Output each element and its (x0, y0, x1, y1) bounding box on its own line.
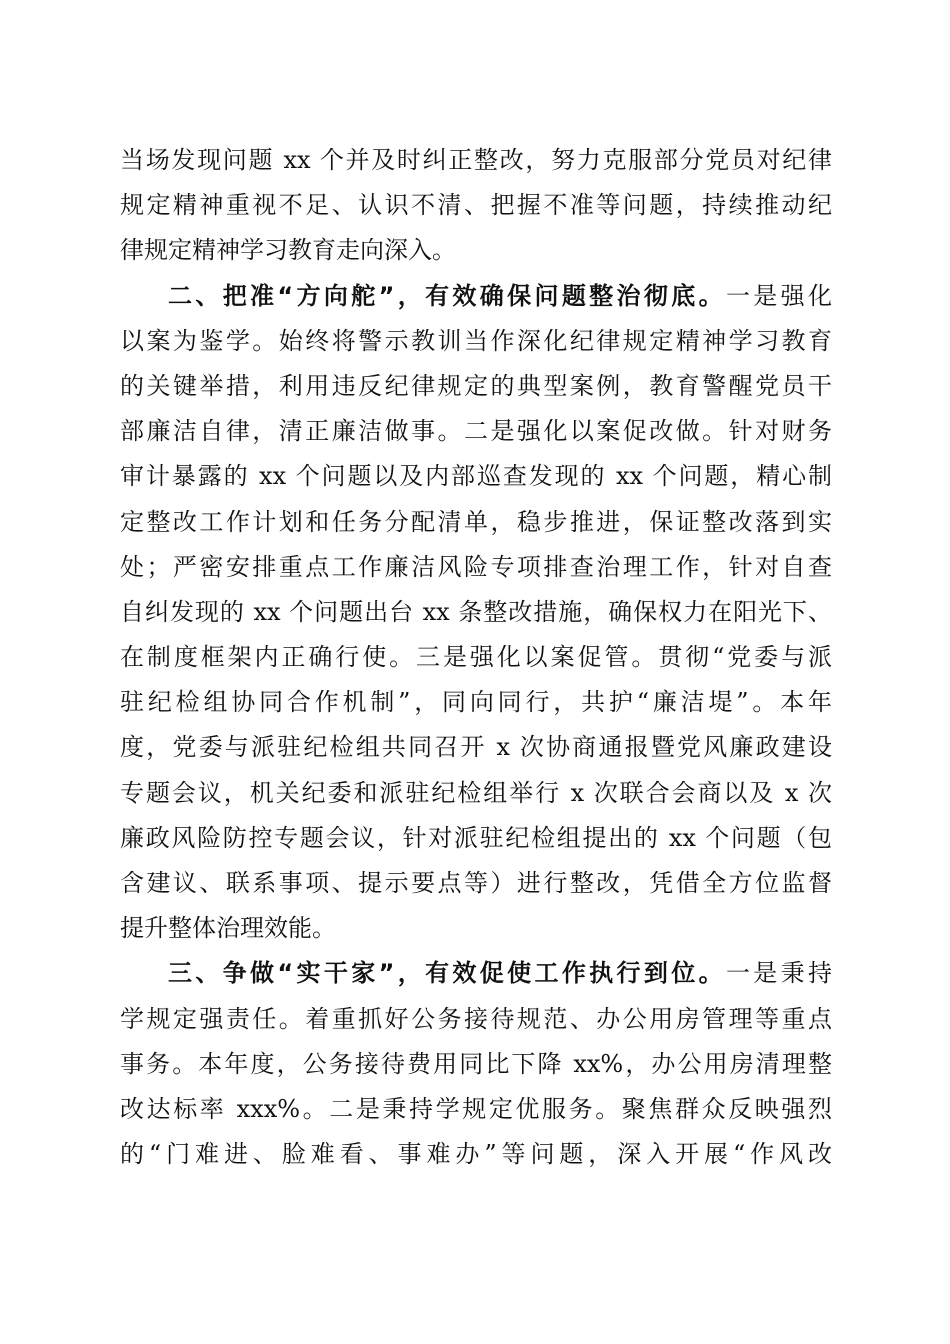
paragraph-1-line-1: 当场发现问题 xx 个并及时纠正整改，努力克服部分党员对纪律 (120, 146, 832, 174)
paragraph-2-first-line (120, 274, 832, 319)
paragraph-3-line: 改达标率 xxx%。二是秉持学规定优服务。聚焦群众反映强烈 (120, 1094, 832, 1123)
paragraph-2-line: 在制度框架内正确行使。三是强化以案促管。贯彻“党委与派 (120, 643, 832, 672)
document-body (120, 138, 832, 1177)
paragraph-2-heading: 二、把准“方向舵”，有效确保问题整治彻底。 (168, 281, 726, 310)
paragraph-2-line: 自纠发现的 xx 个问题出台 xx 条整改措施，确保权力在阳光下、 (120, 597, 832, 626)
paragraph-2-first-line-rest: 一是强化 (725, 281, 833, 310)
paragraph-2-line: 审计暴露的 xx 个问题以及内部巡查发现的 xx 个问题，精心制 (120, 462, 832, 491)
paragraph-2-line: 廉政风险防控专题会议，针对派驻纪检组提出的 xx 个问题（包 (120, 823, 832, 852)
paragraph-3-line: 学规定强责任。着重抓好公务接待规范、办公用房管理等重点 (120, 1004, 832, 1033)
paragraph-2-line: 的关键举措，利用违反纪律规定的典型案例，教育警醒党员干 (120, 371, 832, 400)
paragraph-2-line: 度，党委与派驻纪检组共同召开 x 次协商通报暨党风廉政建设 (120, 733, 832, 762)
paragraph-2-line: 驻纪检组协同合作机制”，同向同行，共护“廉洁堤”。本年 (120, 688, 832, 717)
paragraph-2-line: 处；严密安排重点工作廉洁风险专项排查治理工作，针对自查 (120, 552, 832, 581)
paragraph-2-line: 以案为鉴学。始终将警示教训当作深化纪律规定精神学习教育 (120, 326, 832, 355)
paragraph-3-heading: 三、争做“实干家”，有效促使工作执行到位。 (168, 959, 726, 988)
paragraph-2-line: 专题会议，机关纪委和派驻纪检组举行 x 次联合会商以及 x 次 (120, 778, 832, 807)
paragraph-3-line: 事务。本年度，公务接待费用同比下降 xx%，办公用房清理整 (120, 1049, 832, 1078)
paragraph-1-line-2: 规定精神重视不足、认识不清、把握不准等问题，持续推动纪 (120, 191, 832, 220)
paragraph-2-line: 定整改工作计划和任务分配清单，稳步推进，保证整改落到实 (120, 507, 832, 536)
paragraph-3-line: 的“门难进、脸难看、事难办”等问题，深入开展“作风改 (120, 1140, 832, 1169)
paragraph-3-first-line-rest: 一是秉持 (725, 959, 833, 988)
paragraph-2-line: 含建议、联系事项、提示要点等）进行整改，凭借全方位监督 (120, 869, 832, 897)
paragraph-2-line: 部廉洁自律，清正廉洁做事。二是强化以案促改做。针对财务 (120, 417, 832, 446)
paragraph-1-line-3: 律规定精神学习教育走向深入。 (120, 236, 456, 265)
paragraph-2-line: 提升整体治理效能。 (120, 914, 336, 943)
paragraph-3-first-line (120, 951, 832, 996)
